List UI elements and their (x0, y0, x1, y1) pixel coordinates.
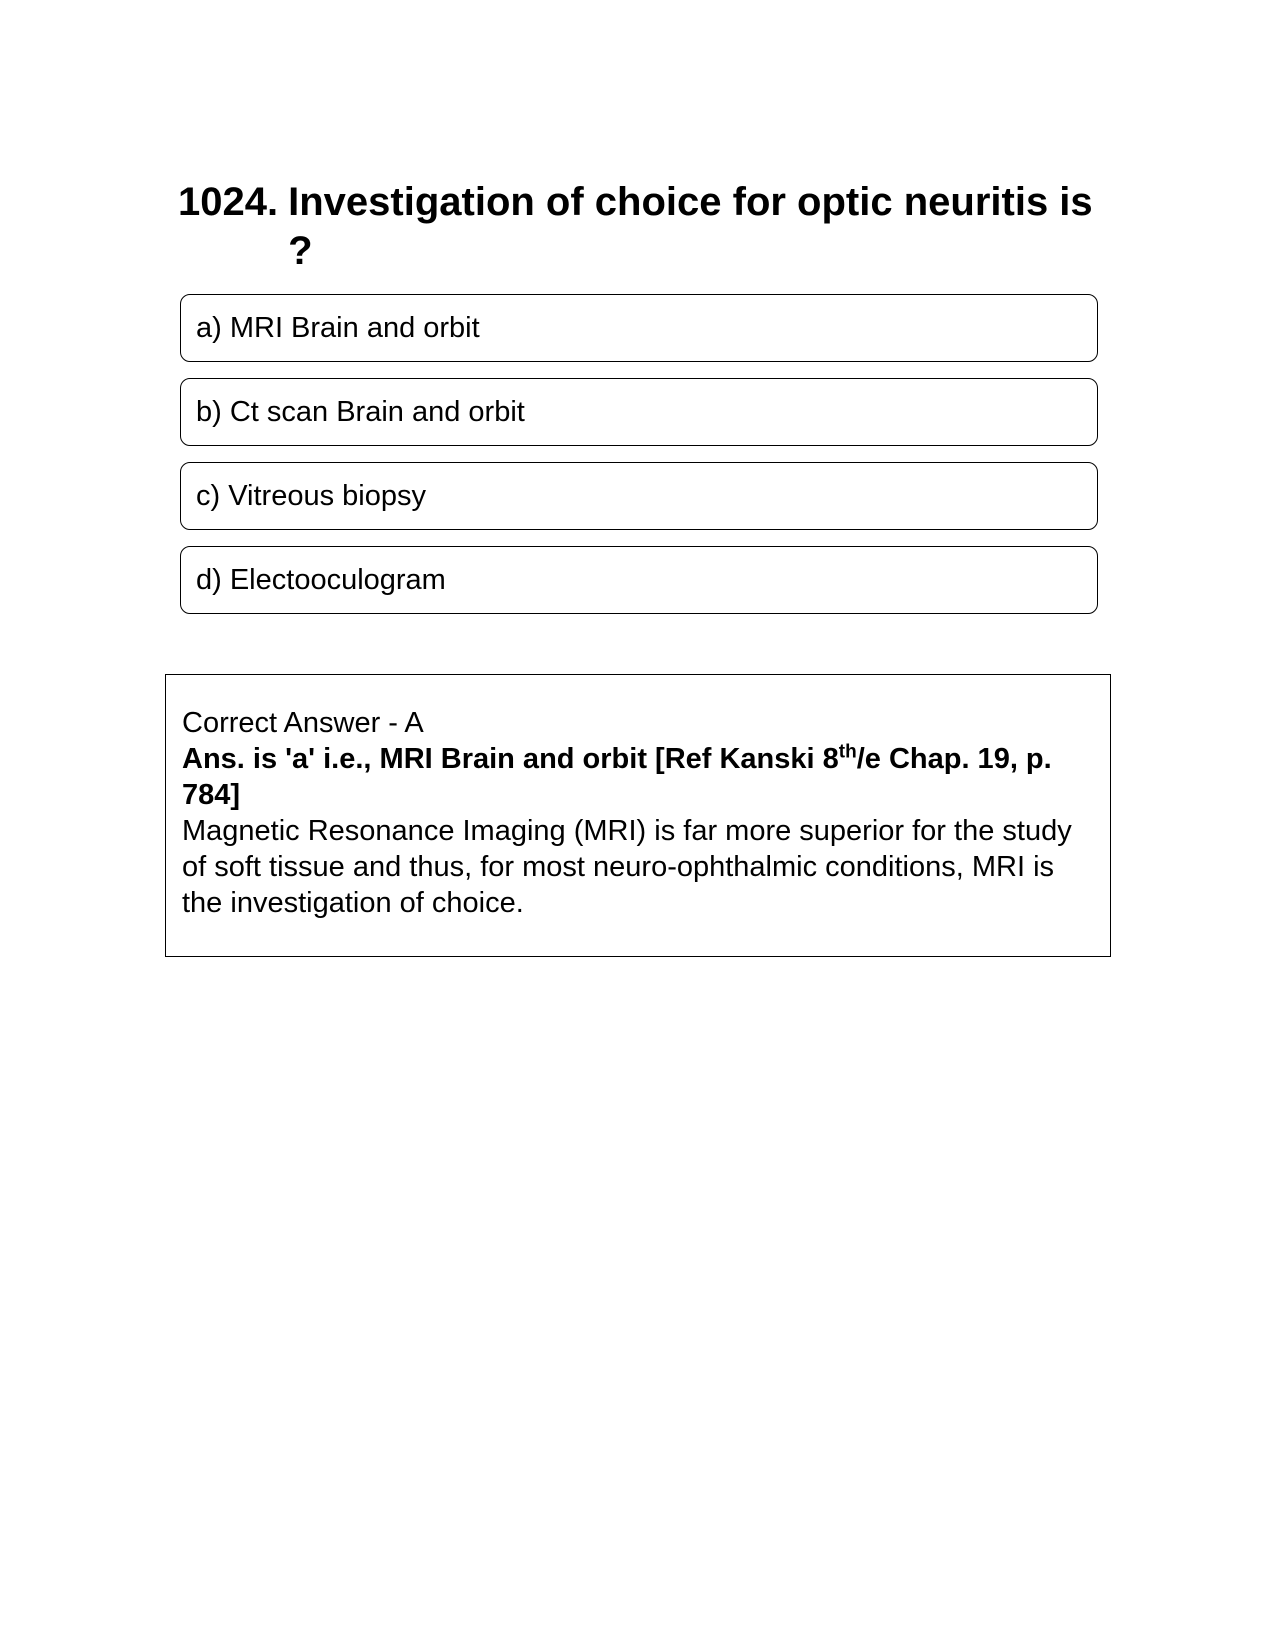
option-a[interactable]: a) MRI Brain and orbit (180, 294, 1098, 362)
options-list (180, 294, 1098, 630)
answer-box (165, 674, 1111, 957)
question-number: 1024. (178, 180, 279, 224)
option-c[interactable]: c) Vitreous biopsy (180, 462, 1098, 530)
answer-reference (182, 741, 1090, 813)
question (178, 178, 1098, 276)
correct-answer-line: Correct Answer - A (182, 707, 424, 739)
answer-reference-main: Ans. is 'a' i.e., MRI Brain and orbit [Ref Kanski 8 (182, 743, 839, 775)
answer-reference-sup: th (838, 741, 857, 763)
answer-explanation: Magnetic Resonance Imaging (MRI) is far more superior for the study of soft tissue and thus, for most neuro-ophthalmic conditions, MRI is the investigation of choice. (182, 815, 1072, 919)
option-d[interactable]: d) Electooculogram (180, 546, 1098, 614)
answer-reference-end: /e Chap. 19, p. 784] (182, 743, 1052, 811)
option-b[interactable]: b) Ct scan Brain and orbit (180, 378, 1098, 446)
question-text: Investigation of choice for optic neuritis is ? (288, 180, 1093, 273)
